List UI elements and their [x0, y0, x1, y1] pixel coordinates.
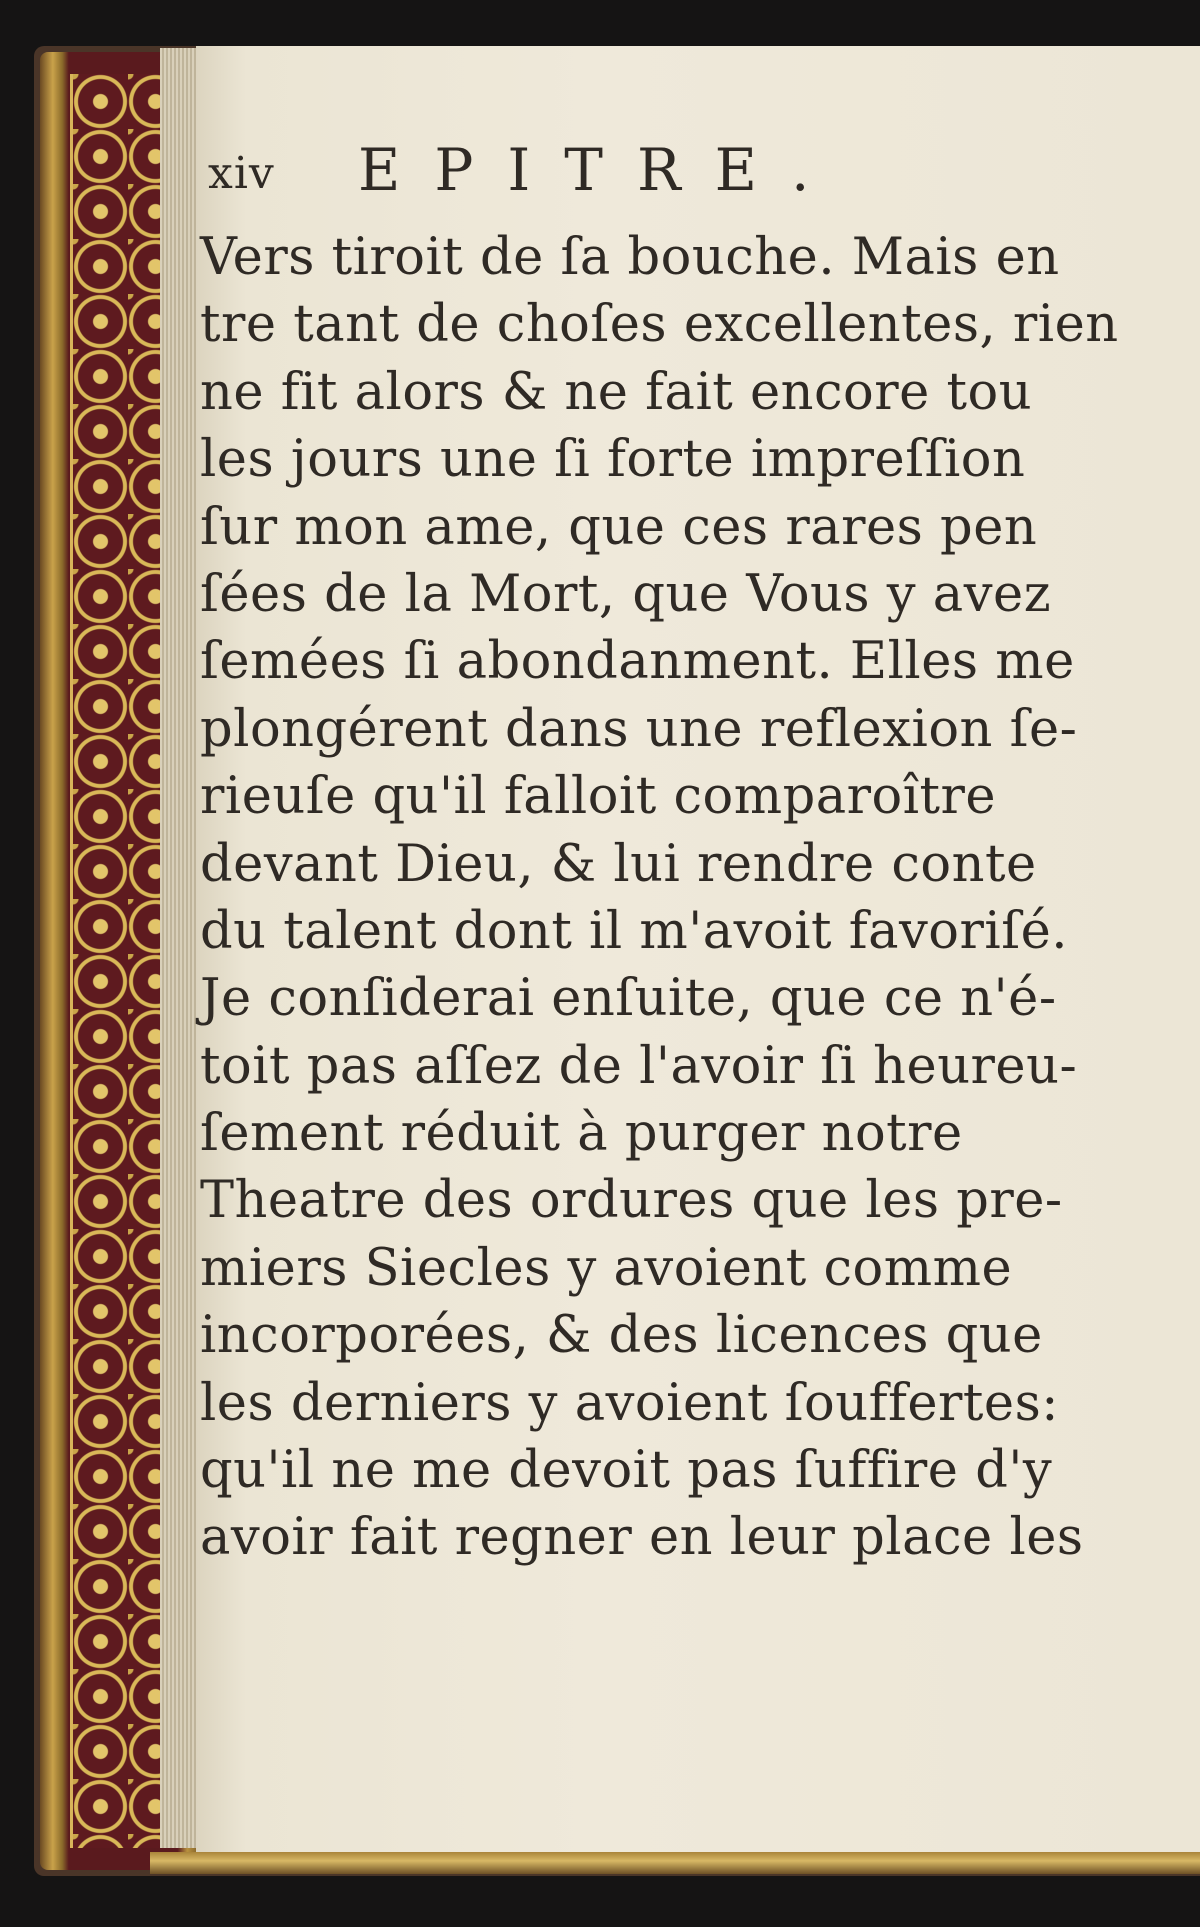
text-line: ne fit alors & ne fait encore tou — [200, 362, 1033, 422]
text-line: incorporées, & des licences que — [200, 1306, 1043, 1366]
text-line: devant Dieu, & lui rendre conte — [200, 834, 1037, 894]
text-line: les jours une ſi forte impreſſion — [200, 430, 1026, 490]
text-line: les derniers y avoient ſouffertes: — [200, 1373, 1059, 1433]
text-line: toit pas aſſez de l'avoir ſi heureu- — [200, 1036, 1078, 1096]
text-line: avoir fait regner en leur place les — [200, 1508, 1084, 1568]
page-number: xiv — [208, 148, 275, 199]
page-header — [208, 122, 1200, 212]
text-line: plongérent dans une reflexion ſe- — [200, 699, 1078, 759]
text-line: ſement réduit à purger notre — [200, 1104, 963, 1164]
running-title: EPITRE. — [358, 136, 844, 204]
text-line: tre tant de choſes excellentes, rien — [200, 295, 1119, 355]
text-line: ſur mon ame, que ces rares pen — [200, 497, 1038, 557]
text-line: rieuſe qu'il falloit comparoître — [200, 767, 997, 827]
body-text — [200, 224, 1200, 1572]
text-line: qu'il ne me devoit pas ſuffire d'y — [200, 1441, 1053, 1501]
text-line: du talent dont il m'avoit favoriſé. — [200, 901, 1068, 961]
text-line: Vers tiroit de ſa bouche. Mais en — [200, 228, 1060, 287]
gilt-bottom-edge — [150, 1852, 1200, 1874]
text-line: Theatre des ordures que les pre- — [200, 1171, 1063, 1231]
text-line: miers Siecles y avoient comme — [200, 1238, 1013, 1298]
text-line: ſées de la Mort, que Vous y avez — [200, 564, 1052, 624]
text-line: Je conſiderai enſuite, que ce n'é- — [200, 969, 1057, 1029]
text-line: ſemées ſi abondanment. Elles me — [200, 632, 1075, 692]
